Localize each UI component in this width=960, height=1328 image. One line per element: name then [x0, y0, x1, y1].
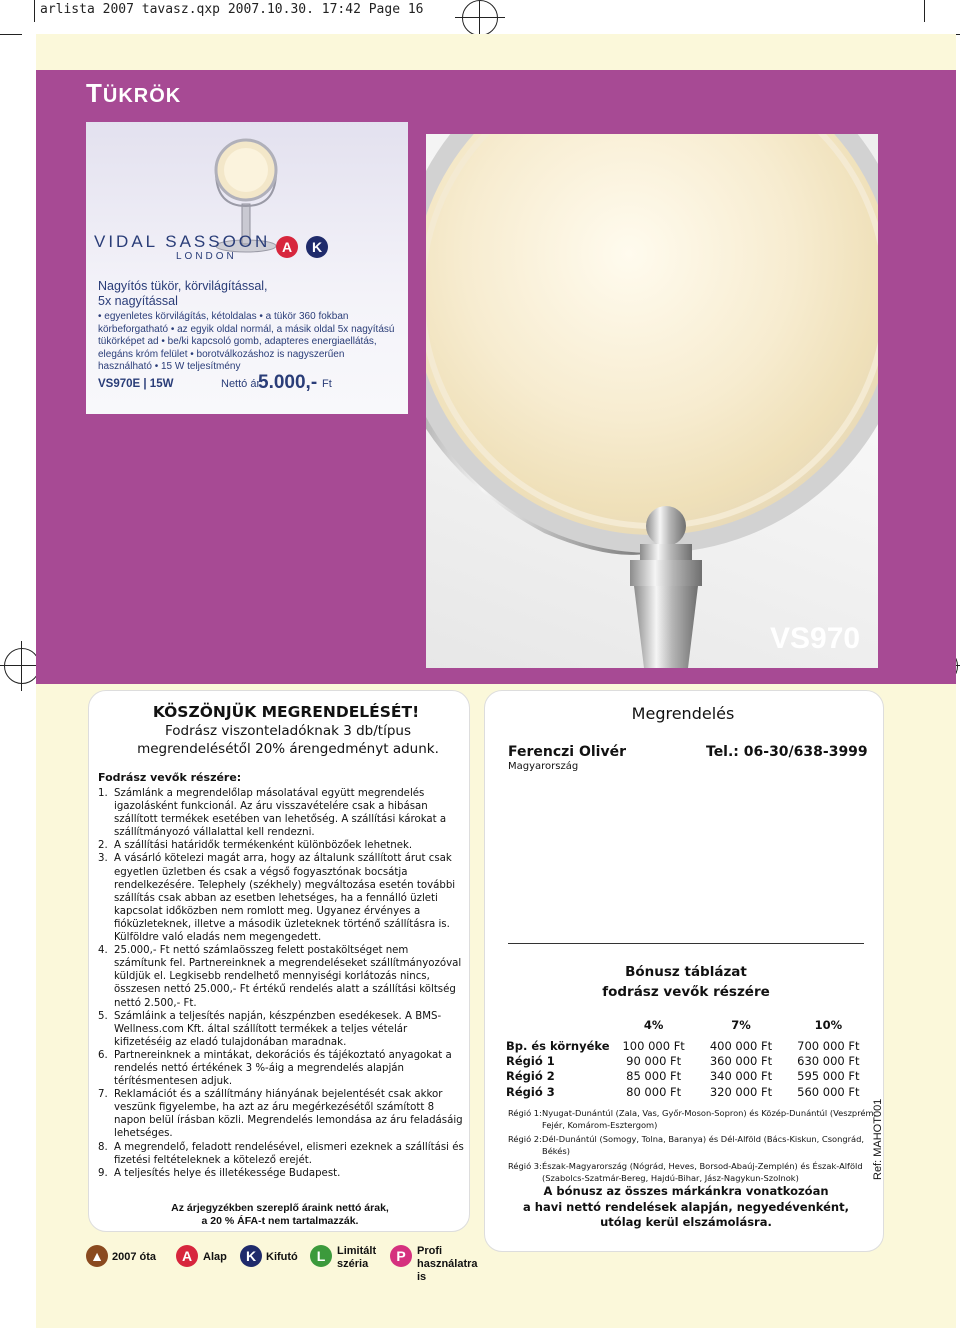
page-title: TÜKRÖK: [86, 78, 182, 108]
crop-mark: [0, 34, 22, 35]
order-title: Megrendelés: [631, 704, 735, 723]
table-header: 4%: [643, 1018, 664, 1032]
terms-item: 6. Partnereinknek a mintákat, dekorációs és tájékoztató anyagokat a rendelés nettó értékének 3 %-áig a megrendelés alapján térítésmentesen adjuk.: [98, 1049, 452, 1088]
contact-country: Magyarország: [508, 761, 579, 772]
table-row: [506, 1039, 872, 1054]
table-cell: 100 000 Ft: [622, 1039, 685, 1054]
reference-code: Ref: MAHOT001: [872, 1098, 884, 1180]
badge-alap: A: [276, 236, 298, 258]
table-cell: 340 000 Ft: [709, 1069, 773, 1084]
table-header-row: [506, 1018, 872, 1039]
table-cell: 360 000 Ft: [709, 1054, 773, 1069]
model-label: VS970: [770, 622, 861, 655]
crop-mark: [34, 0, 35, 22]
product-photo: [426, 134, 878, 668]
badge-since-2007-icon: ▲: [86, 1245, 108, 1267]
row-label: Bp. és környéke: [506, 1039, 610, 1054]
badge-kifuto: K: [306, 236, 328, 258]
terms-heading: Fodrász vevők részére:: [98, 771, 242, 784]
terms-item: 2. A szállítási határidők termékenként különbözőek lehetnek.: [98, 840, 413, 852]
table-row: [506, 1054, 872, 1069]
table-row: [506, 1085, 872, 1100]
table-cell: 90 000 Ft: [626, 1054, 682, 1069]
table-cell: 400 000 Ft: [709, 1039, 773, 1054]
bonus-table: [506, 1018, 872, 1100]
row-label: Régió 2: [506, 1069, 555, 1084]
table-row: [506, 1069, 872, 1084]
registration-mark: [462, 0, 498, 36]
terms-item: 9. A teljesítés helye és illetékessége Budapest.: [98, 1167, 341, 1179]
table-cell: 700 000 Ft: [797, 1039, 860, 1054]
product-description: • egyenletes körvilágítás, kétoldalas • a tükör 360 fokban körbeforgatható • az egyik oldal normál, a másik oldal 5x nagyítású tükörképet ad • be/ki kapcsoló gomb, adapteres energiaellátás, elegáns króm felület • borotválkozáshoz is nagyszerűen használható • 15 W teljesítmény: [98, 311, 395, 373]
price-label: Nettó ár:: [221, 378, 264, 390]
terms-item: 1. Számlánk a megrendelőlap másolatával együtt megrendelés igazolásként funkcionál. Az áru visszavételére csak a hibásan szállított termékek esetében van lehetőség. A szállítási károkat a szállítmányozó vállalattal kell rendezni.: [98, 788, 447, 839]
legend-kifuto: Kifutó: [266, 1251, 298, 1263]
terms-item: 8. A megrendelő, feladott rendelésével, elismeri ezeknek a szállítási és fizetési feltételeknek a kötelező erejét.: [98, 1141, 464, 1166]
thanks-title: KÖSZÖNJÜK MEGRENDELÉSÉT!: [152, 703, 420, 721]
bonus-title: Bónusz táblázat fodrász vevők részére: [602, 964, 770, 1000]
brand-sub: LONDON: [176, 251, 237, 262]
product-title: Nagyítós tükör, körvilágítással, 5x nagyítással: [98, 279, 268, 308]
badge-limited-icon: L: [310, 1245, 332, 1267]
price-note: Az árjegyzékben szereplő áraink nettó árak, a 20 % ÁFA-t nem tartalmazzák.: [171, 1202, 389, 1227]
legend-limited: Limitált széria: [337, 1245, 377, 1270]
table-cell: 320 000 Ft: [709, 1084, 773, 1099]
table-header-empty: [506, 1018, 610, 1039]
row-label: Régió 3: [506, 1084, 555, 1099]
mirror-illustration: [426, 134, 878, 668]
crop-mark: [924, 0, 925, 22]
terms-item: 3. A vásárló kötelezi magát arra, hogy az általunk szállított árut csak egyetlen üzletben és csak a végső fogyasztónak bocsátja rendelkezésére. Telephely (székhely) megváltozása esetén további szállítás csak abban az esetben lehetséges, ha a fennálló üzleti kapcsolat időközben nem romlott meg. Ugyanez érvényes a fióküzleteknek, illetve a második üzleteknek történő szállításra is. Külföldre való eladás nem megengedett.: [98, 853, 456, 944]
print-header: arlista 2007 tavasz.qxp 2007.10.30. 17:42 Page 16: [40, 2, 424, 17]
table-cell: 595 000 Ft: [797, 1069, 860, 1084]
table-cell: 85 000 Ft: [626, 1069, 682, 1084]
badge-profi-icon: P: [390, 1245, 412, 1267]
badge-kifuto-icon: K: [240, 1245, 262, 1267]
region-item: Régió 2: Dél-Dunántúl (Somogy, Tolna, Baranya) és Dél-Alföld (Bács-Kiskun, Csongrád, Békés): [508, 1134, 865, 1157]
price-currency: Ft: [322, 378, 332, 390]
contact-name: Ferenczi Olivér: [508, 744, 627, 760]
region-item: Régió 3: Észak-Magyarország (Nógrád, Heves, Borsod-Abaúj-Zemplén) és Észak-Alföld (Szabolcs-Szatmár-Bereg, Hajdú-Bihar, Jász-Nagykun-Szolnok): [508, 1160, 863, 1183]
table-header: 7%: [731, 1018, 751, 1032]
region-item: Régió 1: Nyugat-Dunántúl (Zala, Vas, Győr-Moson-Sopron) és Közép-Dunántúl (Veszprém, Fejér, Komárom-Esztergom): [508, 1108, 877, 1130]
legend-profi: Profi használatra is: [417, 1245, 478, 1283]
badge-alap-icon: A: [176, 1245, 198, 1267]
bonus-note: A bónusz az összes márkánkra vonatkozóan a havi nettó rendelések alapján, negyedévenként, utólag kerül elszámolásra.: [523, 1184, 849, 1229]
contact-phone: Tel.: 06-30/638-3999: [706, 744, 868, 760]
table-cell: 560 000 Ft: [797, 1084, 860, 1099]
registration-mark: [4, 648, 40, 684]
region-legend: [508, 1108, 878, 1187]
brand-logo: VIDAL SASSOON: [94, 232, 271, 251]
row-label: Régió 1: [506, 1054, 555, 1069]
table-header: 10%: [814, 1018, 843, 1032]
terms-item: 5. Számláink a teljesítés napján, készpénzben esedékesek. A BMS-Wellness.com Kft. által szállított termékek a teljes vételár kifizetéséig az eladó tulajdonában maradnak.: [98, 1010, 442, 1048]
legend-since-2007: 2007 óta: [112, 1251, 157, 1263]
order-divider: [508, 943, 864, 944]
product-code: VS970E | 15W: [98, 378, 174, 390]
terms-item: 7. Reklamációt és a szállítmány hiányának bejelentését csak akkor veszünk figyelembe, ha azt az áru megérkezésétől számított 8 napon belül írásban közli. Megrendelés lemondása az áru feladásáig lehetséges.: [98, 1089, 463, 1140]
table-cell: 630 000 Ft: [797, 1054, 860, 1069]
terms-item: 4. 25.000,- Ft nettó számlaösszeg felett postaköltséget nem számítunk fel. Partnereinknek a megrendeléseket szállítmányozóval küldjük el. Legkisebb rendelhető mennyiségi korlátozás nincs, összesen nettó 25.000,- Ft értékű rendelés alatt a szállítási költség nettó 2.500,- Ft.: [98, 945, 462, 1009]
terms-list: [98, 787, 464, 1180]
product-price: 5.000,-: [258, 372, 318, 393]
thanks-subtitle: Fodrász viszonteladóknak 3 db/típus megrendelésétől 20% árengedményt adunk.: [137, 723, 439, 757]
legend-alap: Alap: [203, 1251, 227, 1263]
table-cell: 80 000 Ft: [626, 1084, 682, 1099]
